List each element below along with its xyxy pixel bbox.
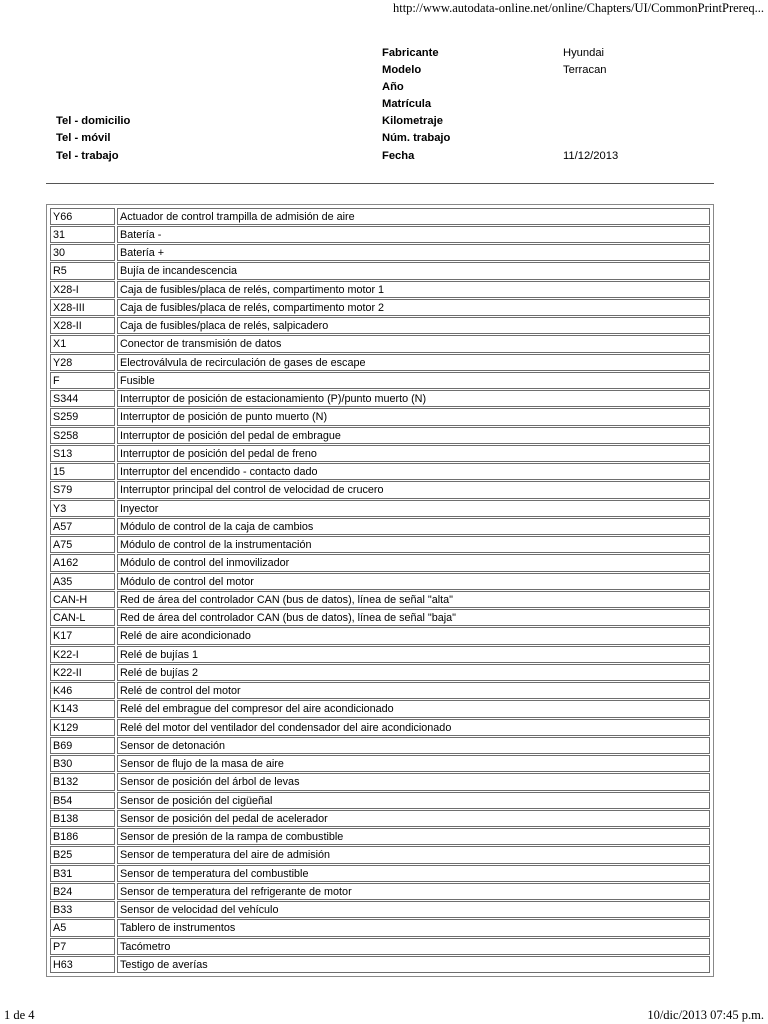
component-description: Conector de transmisión de datos [117, 335, 710, 352]
component-description: Interruptor principal del control de velocidad de crucero [117, 481, 710, 498]
component-description: Interruptor del encendido - contacto dado [117, 463, 710, 480]
fabricante-label: Fabricante [382, 47, 439, 59]
component-code: K17 [50, 627, 115, 644]
table-row [49, 207, 711, 225]
component-code: X28-III [50, 299, 115, 316]
table-row [49, 499, 711, 517]
component-code: 15 [50, 463, 115, 480]
component-description: Interruptor de posición del pedal de embrague [117, 427, 710, 444]
table-row [49, 244, 711, 262]
component-code: S344 [50, 390, 115, 407]
component-code: A5 [50, 919, 115, 936]
table-row [49, 536, 711, 554]
component-description: Batería + [117, 244, 710, 261]
table-row [49, 882, 711, 900]
component-code: Y3 [50, 500, 115, 517]
component-code: H63 [50, 956, 115, 973]
print-url-header: http://www.autodata-online.net/online/Chapters/UI/CommonPrintPrereq... [392, 1, 764, 15]
component-description: Relé del embrague del compresor del aire acondicionado [117, 700, 710, 717]
page-number: 1 de 4 [4, 1008, 35, 1022]
component-description: Caja de fusibles/placa de relés, salpicadero [117, 317, 710, 334]
component-description: Módulo de control de la instrumentación [117, 536, 710, 553]
table-row [49, 517, 711, 535]
table-row [49, 298, 711, 316]
table-row [49, 846, 711, 864]
component-description: Tablero de instrumentos [117, 919, 710, 936]
component-description: Inyector [117, 500, 710, 517]
component-description: Testigo de averías [117, 956, 710, 973]
table-row [49, 828, 711, 846]
component-code: Y28 [50, 354, 115, 371]
table-row [49, 809, 711, 827]
table-row [49, 919, 711, 937]
component-code: 31 [50, 226, 115, 243]
component-description: Sensor de flujo de la masa de aire [117, 755, 710, 772]
component-code: P7 [50, 938, 115, 955]
component-code-table [46, 204, 714, 977]
component-code: A75 [50, 536, 115, 553]
component-description: Red de área del controlador CAN (bus de datos), línea de señal "baja" [117, 609, 710, 626]
component-code: B30 [50, 755, 115, 772]
component-code: K22-II [50, 664, 115, 681]
table-row [49, 791, 711, 809]
component-code: B31 [50, 865, 115, 882]
component-description: Relé del motor del ventilador del condensador del aire acondicionado [117, 719, 710, 736]
component-code: K143 [50, 700, 115, 717]
component-code: X28-II [50, 317, 115, 334]
modelo-value: Terracan [563, 64, 607, 76]
component-code: B24 [50, 883, 115, 900]
table-row [49, 463, 711, 481]
component-description: Interruptor de posición de punto muerto (N) [117, 408, 710, 425]
component-description: Módulo de control del inmovilizador [117, 554, 710, 571]
table-row [49, 645, 711, 663]
table-row [49, 353, 711, 371]
table-row [49, 755, 711, 773]
component-description: Sensor de temperatura del refrigerante de motor [117, 883, 710, 900]
table-row [49, 864, 711, 882]
component-code: X28-I [50, 281, 115, 298]
component-code: B25 [50, 846, 115, 863]
component-code: S259 [50, 408, 115, 425]
table-row [49, 627, 711, 645]
table-row [49, 335, 711, 353]
table-row [49, 609, 711, 627]
header-divider [46, 183, 714, 184]
component-description: Sensor de velocidad del vehículo [117, 901, 710, 918]
table-row [49, 554, 711, 572]
component-description: Sensor de temperatura del aire de admisión [117, 846, 710, 863]
component-code: A35 [50, 573, 115, 590]
tel-movil-label: Tel - móvil [56, 132, 111, 144]
table-row [49, 682, 711, 700]
component-code: B33 [50, 901, 115, 918]
table-row [49, 317, 711, 335]
component-description: Sensor de posición del cigüeñal [117, 792, 710, 809]
component-code: S13 [50, 445, 115, 462]
component-code: X1 [50, 335, 115, 352]
component-description: Interruptor de posición del pedal de freno [117, 445, 710, 462]
fabricante-value: Hyundai [563, 47, 605, 59]
component-description: Sensor de presión de la rampa de combustible [117, 828, 710, 845]
component-code: S79 [50, 481, 115, 498]
tel-trabajo-label: Tel - trabajo [56, 150, 119, 162]
component-code: R5 [50, 262, 115, 279]
component-description: Sensor de detonación [117, 737, 710, 754]
component-description: Sensor de temperatura del combustible [117, 865, 710, 882]
component-description: Caja de fusibles/placa de relés, compartimento motor 1 [117, 281, 710, 298]
component-description: Tacómetro [117, 938, 710, 955]
matricula-label: Matrícula [382, 98, 432, 110]
table-row [49, 937, 711, 955]
component-code: K129 [50, 719, 115, 736]
table-row [49, 718, 711, 736]
component-description: Red de área del controlador CAN (bus de datos), línea de señal "alta" [117, 591, 710, 608]
table-row [49, 371, 711, 389]
component-description: Módulo de control de la caja de cambios [117, 518, 710, 535]
component-description: Relé de aire acondicionado [117, 627, 710, 644]
component-code: B132 [50, 773, 115, 790]
component-code: K22-I [50, 646, 115, 663]
component-description: Fusible [117, 372, 710, 389]
component-code: F [50, 372, 115, 389]
table-row [49, 590, 711, 608]
component-description: Sensor de posición del árbol de levas [117, 773, 710, 790]
ano-label: Año [382, 81, 404, 93]
component-description: Bujía de incandescencia [117, 262, 710, 279]
component-code: B186 [50, 828, 115, 845]
component-code: B138 [50, 810, 115, 827]
component-description: Batería - [117, 226, 710, 243]
component-description: Interruptor de posición de estacionamiento (P)/punto muerto (N) [117, 390, 710, 407]
table-row [49, 262, 711, 280]
component-description: Módulo de control del motor [117, 573, 710, 590]
table-row [49, 773, 711, 791]
table-row [49, 901, 711, 919]
component-code: B69 [50, 737, 115, 754]
component-code: A162 [50, 554, 115, 571]
component-description: Sensor de posición del pedal de acelerador [117, 810, 710, 827]
component-description: Actuador de control trampilla de admisión de aire [117, 208, 710, 225]
kilometraje-label: Kilometraje [382, 115, 443, 127]
component-description: Relé de control del motor [117, 682, 710, 699]
component-code: A57 [50, 518, 115, 535]
table-row [49, 663, 711, 681]
table-row [49, 700, 711, 718]
component-description: Relé de bujías 2 [117, 664, 710, 681]
component-code: CAN-H [50, 591, 115, 608]
component-description: Electroválvula de recirculación de gases de escape [117, 354, 710, 371]
table-row [49, 280, 711, 298]
table-row [49, 390, 711, 408]
table-row [49, 444, 711, 462]
fecha-value: 11/12/2013 [563, 150, 619, 162]
component-description: Relé de bujías 1 [117, 646, 710, 663]
table-row [49, 408, 711, 426]
fecha-label: Fecha [382, 150, 415, 162]
num-trabajo-label: Núm. trabajo [382, 132, 451, 144]
component-code: CAN-L [50, 609, 115, 626]
table-row [49, 225, 711, 243]
table-row [49, 426, 711, 444]
component-code: B54 [50, 792, 115, 809]
component-code: 30 [50, 244, 115, 261]
table-row [49, 572, 711, 590]
table-row [49, 736, 711, 754]
component-code: K46 [50, 682, 115, 699]
table-row [49, 955, 711, 973]
tel-domicilio-label: Tel - domicilio [56, 115, 131, 127]
print-timestamp: 10/dic/2013 07:45 p.m. [647, 1008, 764, 1022]
component-description: Caja de fusibles/placa de relés, compartimento motor 2 [117, 299, 710, 316]
modelo-label: Modelo [382, 64, 422, 76]
component-code: Y66 [50, 208, 115, 225]
table-row [49, 481, 711, 499]
component-code: S258 [50, 427, 115, 444]
